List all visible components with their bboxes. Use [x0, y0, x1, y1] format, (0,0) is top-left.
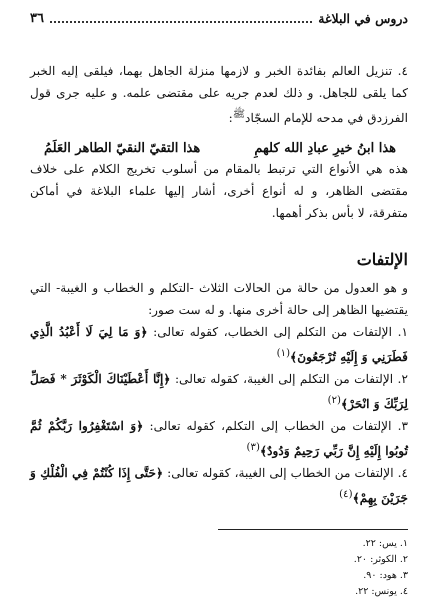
poetry-verse: [44, 141, 396, 156]
list-item: [30, 415, 408, 462]
footnote-ref: (٤): [339, 489, 353, 501]
item-text: ١. الإلتفات من التكلم إلى الخطاب، كقوله تعالى:: [147, 325, 408, 340]
list-item: [30, 368, 408, 415]
footnote: ٢. الكوثر: ٢٠.: [353, 554, 408, 566]
quran-quote: ﴿إِنَّا أَعْطَيْنَاكَ الْكَوْثَرَ * فَصَلِّ لِرَبِّكَ وَ انْحَرْ﴾: [30, 372, 408, 412]
verse-first-hemistich: هذا ابنُ خيرِ عبادِ الله كلهمِ: [254, 141, 396, 157]
honorific-glyph: ﷺ: [232, 109, 246, 120]
footnote: ٤. يونس: ٢٢.: [355, 586, 408, 598]
item-text: ٢. الإلتفات من التكلم إلى الغيبة، كقوله تعالى:: [170, 372, 408, 387]
paragraph-tanzil-colon: :: [228, 111, 233, 126]
verse-second-hemistich: هذا التقيّ النقيّ الطاهر العَلَمُ: [44, 141, 201, 157]
running-title: دروس في البلاغة: [318, 10, 408, 26]
footnote: ١. يس: ٢٢.: [362, 538, 408, 550]
list-item: [30, 321, 408, 368]
section-heading: الإلتفات: [356, 250, 408, 270]
quran-quote: ﴿وَ اسْتَغْفِرُوا رَبَّكُمْ ثُمَّ تُوبُوا إِلَيْهِ إِنَّ رَبِّي رَحِيمٌ وَدُودٌ﴾: [30, 419, 408, 459]
paragraph-tanzil-text: ٤. تنزيل العالم بفائدة الخبر و لازمها منزلة الجاهل بهما، فيلقى إليه الخبر كما يلقى للجاهل. و ذلك لعدم جريه على مقتضى علمه. و عليه جرى قول الفرزدق في مدحه للإمام السجّاد: [30, 64, 408, 126]
footnote-ref: (١): [276, 348, 291, 360]
list-item: [30, 462, 408, 509]
dotted-leader: [50, 13, 312, 23]
running-header: [30, 6, 408, 30]
page-number: ٣٦: [30, 10, 44, 26]
paragraph-definition: و هو العدول من حالة من الحالات الثلاث -التكلم و الخطاب و الغيبة- التي يقتضيها الظاهر إلى حالة أخرى منها. و له ست صور:: [30, 281, 408, 318]
quran-quote: ﴿وَ مَا لِيَ لَا أَعْبُدُ الَّذِي فَطَرَنِي وَ إِلَيْهِ تُرْجَعُونَ﴾: [30, 325, 408, 365]
footnote-ref: (٣): [246, 442, 260, 454]
item-text: ٣. الإلتفات من الخطاب إلى التكلم، كقوله تعالى:: [143, 419, 408, 434]
footnote-divider: [218, 529, 408, 530]
footnote-ref: (٢): [327, 395, 342, 407]
paragraph-tanzil: [30, 60, 408, 129]
footnotes: [30, 536, 408, 600]
footnote: ٣. هود: ٩٠.: [363, 570, 408, 582]
quran-quote: ﴿حَتَّى إِذَا كُنْتُمْ فِي الْفُلْكِ وَ جَرَيْنَ بِهِمْ﴾: [30, 466, 408, 506]
paragraph-other-types: هذه هي الأنواع التي ترتبط بالمقام من أسلوب تخريج الكلام على خلاف مقتضى الظاهر، و له أنواع أخرى، أشار إليها علماء البلاغة في أماكن متفرقة، لا بأس بذكر أهمها.: [30, 162, 408, 221]
item-text: ٤. الإلتفات من الخطاب إلى الغيبة، كقوله تعالى:: [163, 466, 409, 481]
